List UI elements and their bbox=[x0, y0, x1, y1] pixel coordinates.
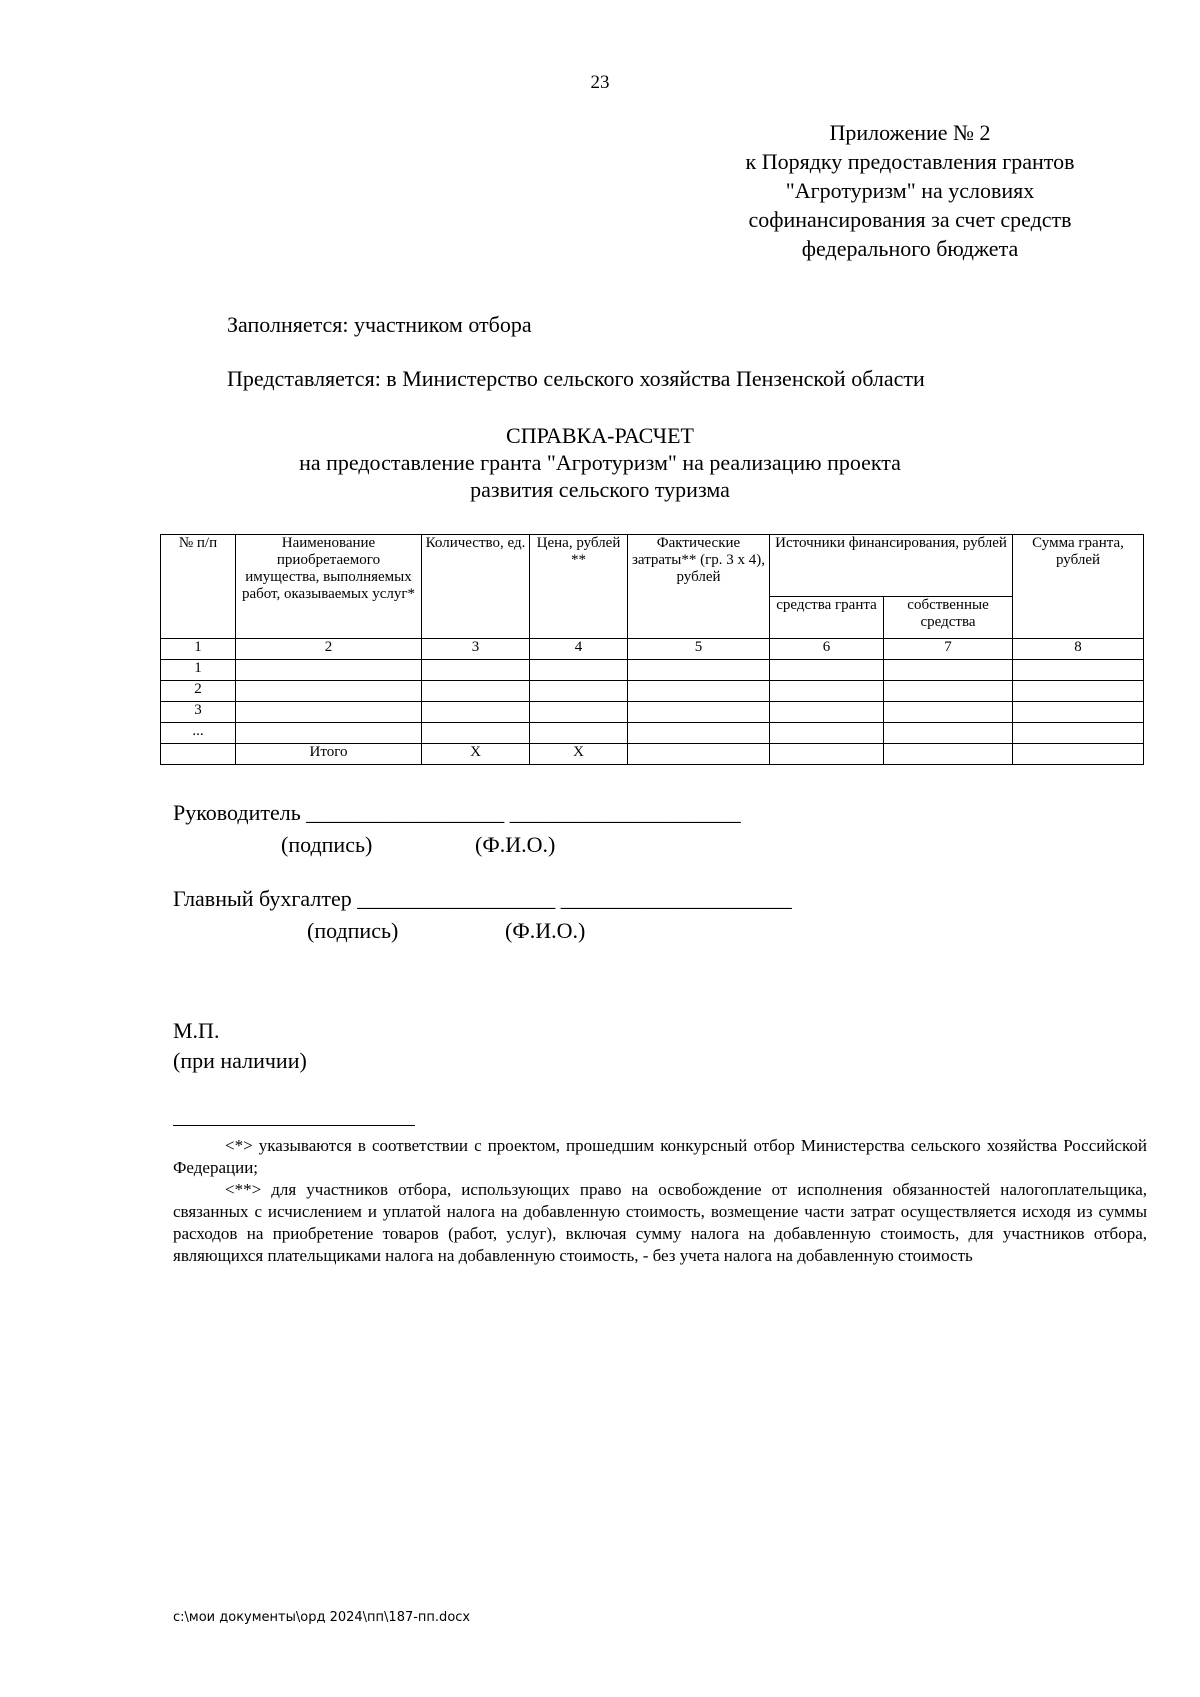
head-sign-caption: (подпись) bbox=[281, 832, 373, 857]
total-price-mark: Х bbox=[530, 744, 628, 765]
appendix-line: "Агротуризм" на условиях bbox=[785, 178, 1035, 203]
table-cell[interactable] bbox=[628, 681, 770, 702]
table-cell[interactable] bbox=[628, 660, 770, 681]
stamp-label: М.П. bbox=[173, 1018, 220, 1043]
table-row bbox=[161, 681, 1144, 702]
calculation-table bbox=[160, 534, 1144, 765]
accountant-name-caption: (Ф.И.О.) bbox=[505, 918, 586, 943]
title-line-1: СПРАВКА-РАСЧЕТ bbox=[506, 423, 694, 448]
table-cell[interactable] bbox=[530, 702, 628, 723]
table-cell[interactable] bbox=[628, 723, 770, 744]
appendix-block bbox=[700, 118, 1120, 263]
accountant-signature-field[interactable]: __________________ _____________________ bbox=[357, 886, 792, 911]
total-label: Итого bbox=[236, 744, 422, 765]
appendix-line: софинансирования за счет средств bbox=[748, 207, 1072, 232]
table-cell[interactable] bbox=[884, 723, 1013, 744]
table-cell[interactable] bbox=[530, 681, 628, 702]
column-number: 6 bbox=[770, 639, 884, 660]
header-name: Наименование приобретаемого имущества, выполняемых работ, оказываемых услуг* bbox=[236, 535, 422, 639]
table-row bbox=[161, 702, 1144, 723]
table-cell[interactable] bbox=[628, 702, 770, 723]
total-qty-mark: Х bbox=[422, 744, 530, 765]
table-cell[interactable] bbox=[422, 723, 530, 744]
submitted-to-text: Представляется: в Министерство сельского хозяйства Пензенской области bbox=[227, 366, 925, 391]
header-num: № п/п bbox=[161, 535, 236, 639]
table-cell[interactable] bbox=[628, 744, 770, 765]
row-number: 2 bbox=[161, 681, 236, 702]
table-cell[interactable] bbox=[236, 702, 422, 723]
column-number: 7 bbox=[884, 639, 1013, 660]
title-line-2: на предоставление гранта "Агротуризм" на реализацию проекта bbox=[299, 450, 901, 475]
table-cell[interactable] bbox=[770, 723, 884, 744]
table-cell[interactable] bbox=[236, 723, 422, 744]
table-row bbox=[161, 723, 1144, 744]
header-own-funds: собственные средства bbox=[884, 597, 1013, 639]
table-cell[interactable] bbox=[770, 660, 884, 681]
table-cell[interactable] bbox=[422, 660, 530, 681]
title-line-3: развития сельского туризма bbox=[470, 477, 730, 502]
column-number: 3 bbox=[422, 639, 530, 660]
row-number: 1 bbox=[161, 660, 236, 681]
total-row bbox=[161, 744, 1144, 765]
table-cell[interactable] bbox=[530, 660, 628, 681]
footnote-divider bbox=[173, 1125, 415, 1126]
table-cell[interactable] bbox=[422, 681, 530, 702]
table-cell[interactable] bbox=[422, 702, 530, 723]
document-title bbox=[0, 422, 1200, 503]
page-number: 23 bbox=[590, 72, 610, 93]
column-number: 1 bbox=[161, 639, 236, 660]
row-number: 3 bbox=[161, 702, 236, 723]
footnotes bbox=[173, 1135, 1147, 1267]
row-number: ... bbox=[161, 723, 236, 744]
footnote-1: <*> указываются в соответствии с проектом, прошедшим конкурсный отбор Министерства сельского хозяйства Российской Федерации; bbox=[173, 1136, 1147, 1177]
filled-by-text: Заполняется: участником отбора bbox=[227, 312, 532, 337]
appendix-line: федерального бюджета bbox=[801, 236, 1019, 261]
table-cell[interactable] bbox=[236, 681, 422, 702]
table-cell[interactable] bbox=[770, 702, 884, 723]
table-cell[interactable] bbox=[884, 702, 1013, 723]
table-cell[interactable] bbox=[884, 681, 1013, 702]
table-row bbox=[161, 660, 1144, 681]
table-cell[interactable] bbox=[1013, 723, 1144, 744]
table-cell[interactable] bbox=[1013, 681, 1144, 702]
header-grant-sum: Сумма гранта, рублей bbox=[1013, 535, 1144, 639]
column-number: 5 bbox=[628, 639, 770, 660]
column-number-row bbox=[161, 639, 1144, 660]
column-number: 2 bbox=[236, 639, 422, 660]
table-cell bbox=[161, 744, 236, 765]
accountant-label: Главный бухгалтер bbox=[173, 886, 352, 911]
accountant-signature-line bbox=[173, 886, 792, 912]
table-cell[interactable] bbox=[770, 744, 884, 765]
column-number: 8 bbox=[1013, 639, 1144, 660]
stamp-note: (при наличии) bbox=[173, 1048, 307, 1073]
footnote-2: <**> для участников отбора, использующих право на освобождение от исполнения обязанностей налогоплательщика, связанных с исчислением и уплатой налога на добавленную стоимость, возмещение части затрат осуществляется исходя из суммы расходов на приобретение товаров (работ, услуг), включая сумму налога на добавленную стоимость, для участников отбора, являющихся плательщиками налога на добавленную стоимость, - без учета налога на добавленную стоимость bbox=[173, 1180, 1147, 1265]
table-cell[interactable] bbox=[1013, 660, 1144, 681]
table-cell[interactable] bbox=[884, 660, 1013, 681]
table-cell[interactable] bbox=[1013, 744, 1144, 765]
table-cell[interactable] bbox=[530, 723, 628, 744]
table-cell[interactable] bbox=[770, 681, 884, 702]
head-label: Руководитель bbox=[173, 800, 301, 825]
table-cell[interactable] bbox=[884, 744, 1013, 765]
header-funding-sources: Источники финансирования, рублей bbox=[770, 535, 1013, 597]
header-quantity: Количество, ед. bbox=[422, 535, 530, 639]
appendix-line: к Порядку предоставления грантов bbox=[745, 149, 1075, 174]
header-price: Цена, рублей ** bbox=[530, 535, 628, 639]
appendix-line: Приложение № 2 bbox=[829, 120, 991, 145]
accountant-sign-caption: (подпись) bbox=[307, 918, 399, 943]
table-cell[interactable] bbox=[236, 660, 422, 681]
header-actual-costs: Фактические затраты** (гр. 3 x 4), рублей bbox=[628, 535, 770, 639]
head-signature-line bbox=[173, 800, 741, 826]
head-name-caption: (Ф.И.О.) bbox=[475, 832, 556, 857]
column-number: 4 bbox=[530, 639, 628, 660]
table-cell[interactable] bbox=[1013, 702, 1144, 723]
head-signature-field[interactable]: __________________ _____________________ bbox=[306, 800, 741, 825]
file-path: c:\мои документы\орд 2024\пп\187-пп.docx bbox=[173, 1610, 471, 1625]
header-grant-funds: средства гранта bbox=[770, 597, 884, 639]
